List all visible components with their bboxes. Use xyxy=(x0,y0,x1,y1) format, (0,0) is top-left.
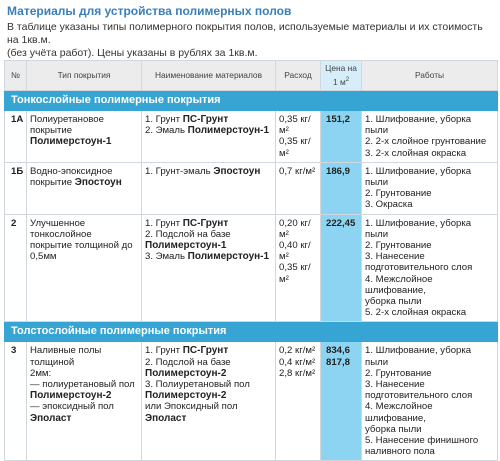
type-text: 2мм: xyxy=(30,367,52,379)
mat-text: 2. Эмаль xyxy=(145,125,185,137)
type-text: — полиуретановый пол xyxy=(30,379,135,391)
section-row-thin xyxy=(5,91,498,111)
row-consumption xyxy=(276,342,321,461)
row-materials xyxy=(142,111,276,163)
section-row-thick xyxy=(5,322,498,342)
cons-value: 0,35 кг/м² xyxy=(279,136,311,159)
mat-text: 1. Грунт-эмаль xyxy=(145,165,211,177)
type-text: — эпоксидный пол xyxy=(30,401,114,413)
header-materials: Наименование материалов xyxy=(142,61,276,91)
work-item: 2. 2-х слойное грунтование xyxy=(365,136,487,148)
cons-value: 0,20 кг/м² xyxy=(279,217,311,240)
mat-bold: Полимерстоун-1 xyxy=(145,240,227,252)
mat-bold: ПС-Грунт xyxy=(182,217,229,229)
work-item: 3. Нанесение xyxy=(365,379,425,391)
header-type: Тип покрытия xyxy=(27,61,142,91)
mat-text: 1. Грунт xyxy=(145,114,181,125)
row-price: 151,2 xyxy=(321,111,362,163)
work-item: 1. Шлифование, уборка пыли xyxy=(365,345,472,368)
work-item: 2. Грунтование xyxy=(365,188,432,200)
cons-value: 0,35 кг/м² xyxy=(279,114,311,137)
type-text: Полиуретановое покрытие xyxy=(30,114,104,137)
cons-value: 0,40 кг/м² xyxy=(279,240,311,263)
cons-value: 0,2 кг/м² xyxy=(279,345,316,357)
mat-bold: ПС-Грунт xyxy=(182,345,229,357)
section-title-thick: Толстослойные полимерные покрытия xyxy=(5,322,498,342)
mat-text: 1. Грунт xyxy=(145,345,181,357)
row-consumption xyxy=(276,214,321,322)
materials-table xyxy=(4,60,498,461)
row-num: 1А xyxy=(5,111,27,163)
work-item: 4. Межслойное шлифование, xyxy=(365,401,433,424)
mat-bold: Полимерстоун-1 xyxy=(187,125,270,137)
page-title: Материалы для устройства полимерных полов xyxy=(7,4,292,18)
mat-text: 3. Эмаль xyxy=(145,251,185,263)
type-text: 0,5мм xyxy=(30,251,57,263)
work-item: наливного пола xyxy=(365,446,435,458)
row-works xyxy=(362,342,498,461)
work-item: подготовительного слоя xyxy=(365,262,473,274)
work-item: 1. Шлифование, уборка пыли xyxy=(365,114,472,137)
work-item: 1. Шлифование, уборка пыли xyxy=(365,165,472,189)
table-row xyxy=(5,214,498,322)
row-materials xyxy=(142,342,276,461)
table-row xyxy=(5,342,498,461)
mat-bold: Полимерстоун-2 xyxy=(145,367,227,379)
header-num: № xyxy=(5,61,27,91)
row-consumption xyxy=(276,162,321,214)
cons-value: 0,35 кг/м² xyxy=(279,262,311,285)
header-price-sup: 2 xyxy=(345,76,350,83)
work-item: 3. Окраска xyxy=(365,199,413,211)
row-works xyxy=(362,214,498,322)
row-num: 1Б xyxy=(5,162,27,214)
intro-line-2: (без учёта работ). Цены указаны в рублях за 1кв.м. xyxy=(7,47,258,59)
table-row xyxy=(5,111,498,163)
mat-text: 2. Подслой на базе xyxy=(145,228,231,240)
header-price-label: Цена на 1 м xyxy=(325,63,357,87)
header-works: Работы xyxy=(362,61,498,91)
section-title-thin: Тонкослойные полимерные покрытия xyxy=(5,91,498,111)
row-price: 186,9 xyxy=(321,162,362,214)
work-item: 5. Нанесение финишного xyxy=(365,435,479,447)
mat-bold: Эпостоун xyxy=(213,165,261,177)
work-item: 4. Межслойное шлифование, xyxy=(365,273,433,296)
row-type xyxy=(27,214,142,322)
work-item: 3. Нанесение xyxy=(365,251,425,263)
mat-text: 1. Грунт xyxy=(145,217,181,229)
mat-text: или Эпоксидный пол xyxy=(145,401,238,413)
cons-value: 0,4 кг/м² xyxy=(279,356,316,368)
row-materials xyxy=(142,162,276,214)
row-works xyxy=(362,162,498,214)
type-text: Водно-эпоксидное xyxy=(30,165,113,177)
row-price: 222,45 xyxy=(321,214,362,322)
type-bold: Полимерстоун-1 xyxy=(30,136,112,148)
type-bold: Полимерстоун-2 xyxy=(30,390,112,402)
header-price xyxy=(321,61,362,91)
mat-bold: Полимерстоун-2 xyxy=(145,390,227,402)
mat-bold: Полимерстоун-1 xyxy=(187,251,270,263)
type-text: Улучшенное тонкослойное xyxy=(30,217,92,240)
row-type xyxy=(27,162,142,214)
work-item: уборка пыли xyxy=(365,296,422,308)
work-item: 2. Грунтование xyxy=(365,367,432,379)
price-value: 834,6 xyxy=(326,345,351,357)
type-bold: Эпостоун xyxy=(74,177,122,189)
row-price xyxy=(321,342,362,461)
header-consumption: Расход xyxy=(276,61,321,91)
row-num: 3 xyxy=(5,342,27,461)
cons-value: 2,8 кг/м² xyxy=(279,367,316,379)
work-item: 1. Шлифование, уборка пыли xyxy=(365,217,472,240)
mat-text: 2. Подслой на базе xyxy=(145,356,231,368)
row-materials xyxy=(142,214,276,322)
intro-line-1: В таблице указаны типы полимерного покрытия полов, используемые материалы и их стоимость на 1кв.м. xyxy=(7,21,483,46)
row-works xyxy=(362,111,498,163)
mat-bold: Эполаст xyxy=(145,412,187,424)
work-item: 3. 2-х слойная окраска xyxy=(365,147,467,159)
price-value: 817,8 xyxy=(326,356,351,368)
work-item: 5. 2-х слойная окраска xyxy=(365,307,467,319)
mat-text: 3. Полиуретановый пол xyxy=(145,379,250,391)
type-text: Наливные полы толщиной xyxy=(30,345,102,368)
mat-bold: ПС-Грунт xyxy=(182,114,229,125)
intro-text xyxy=(7,21,495,60)
type-text: покрытие xyxy=(30,177,73,189)
row-consumption xyxy=(276,111,321,163)
row-type xyxy=(27,111,142,163)
type-bold: Эполаст xyxy=(30,412,72,424)
row-num: 2 xyxy=(5,214,27,322)
table-row xyxy=(5,162,498,214)
work-item: уборка пыли xyxy=(365,423,422,435)
row-type xyxy=(27,342,142,461)
type-text: покрытие толщиной до xyxy=(30,240,133,252)
work-item: 2. Грунтование xyxy=(365,240,432,252)
work-item: подготовительного слоя xyxy=(365,390,473,402)
table-header-row xyxy=(5,61,498,91)
cons-value: 0,7 кг/м² xyxy=(279,165,316,177)
